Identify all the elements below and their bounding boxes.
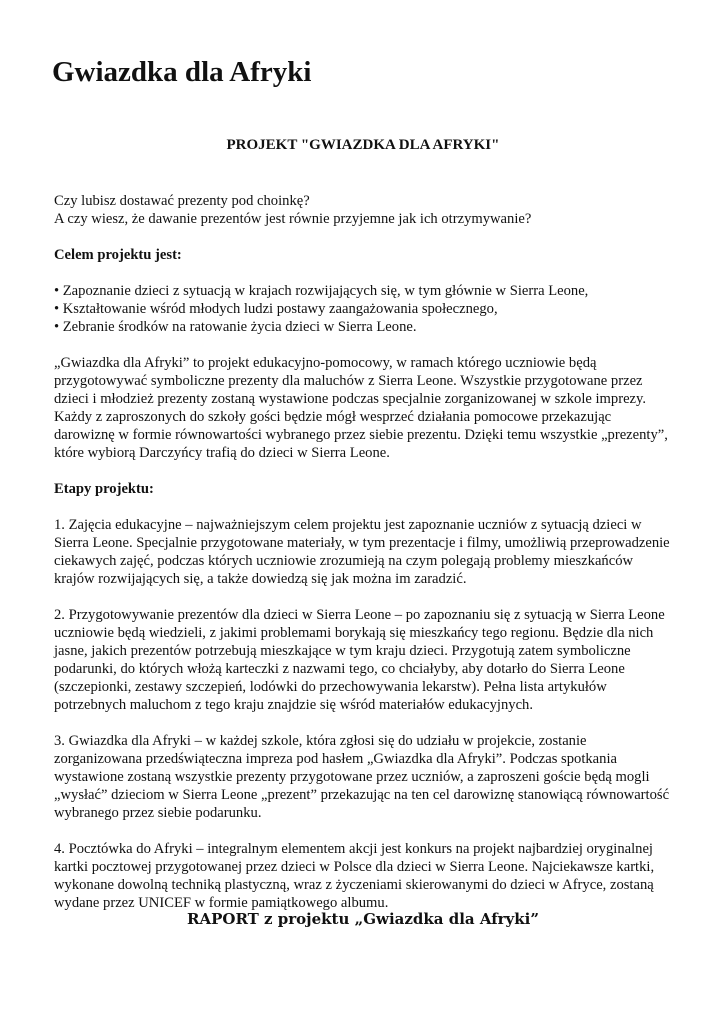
- report-heading: RAPORT z projektu „Gwiazdka dla Afryki”: [187, 910, 539, 928]
- stage-paragraph: 1. Zajęcia edukacyjne – najważniejszym celem projektu jest zapoznanie uczniów z sytuacją dzieci w Sierra Leone. Specjalnie przygotowane materiały, w tym prezentacje i filmy, umożliwią przeprowadzenie ciekawych zajęć, podczas których uczniowie zrozumieją na czym polegają problemy mieszkańców krajów rozwijających się, a także dowiedzą się jak można im zaradzić.: [54, 517, 670, 587]
- project-heading: PROJEKT "GWIAZDKA DLA AFRYKI": [226, 137, 500, 153]
- stages-heading: Etapy projektu:: [54, 481, 154, 497]
- list-item: • Kształtowanie wśród młodych ludzi postawy zaangażowania społecznego,: [54, 301, 498, 317]
- stage-paragraph: 4. Pocztówka do Afryki – integralnym elementem akcji jest konkurs na projekt najbardziej oryginalnej kartki pocztowej przygotowanej przez dzieci w Polsce dla dzieci w Sierra Leone. Najciekawsze kartki, wykonane dowolną techniką plastyczną, wraz z życzeniami skierowanymi do dzieci w Afryce, zostaną wydane przez UNICEF w formie pamiątkowego albumu.: [54, 841, 655, 911]
- document-title: Gwiazdka dla Afryki: [52, 56, 312, 88]
- stage-paragraph: 2. Przygotowywanie prezentów dla dzieci w Sierra Leone – po zapoznaniu się z sytuacją w Sierra Leone uczniowie będą wiedzieli, z jakimi problemami borykają się mieszkańcy tego regionu. Będzie dla nich jasne, jakich prezentów potrzebują mieszkające w tym kraju dzieci. Przygotują zatem symboliczne podarunki, do których włożą karteczki z nazwami tego, co chciałyby, aby dotarło do Sierra Leone (szczepionki, zestawy szczepień, lodówki do przechowywania lekarstw). Pełna lista artykułów potrzebnych maluchom z tego kraju znajdzie się wśród materiałów edukacyjnych.: [54, 607, 665, 713]
- list-item: • Zapoznanie dzieci z sytuacją w krajach rozwijających się, w tym głównie w Sierra Leone,: [54, 283, 589, 299]
- description-paragraph: „Gwiazdka dla Afryki” to projekt edukacyjno-pomocowy, w ramach którego uczniowie będą przygotowywać symboliczne prezenty dla maluchów z Sierra Leone. Wszystkie przygotowane przez dzieci i młodzież prezenty zostaną wystawione podczas specjalnie zorganizowanej w szkole imprezy. Każdy z zaproszonych do szkoły gości będzie mógł wesprzeć działania pomocowe przekazując darowiznę w formie równowartości wybranego przez siebie prezentu. Dzięki temu wszystkie „prezenty”, które wybiorą Darczyńcy trafią do dzieci w Sierra Leone.: [54, 355, 668, 461]
- goals-list: [54, 282, 672, 336]
- stage-paragraph: 3. Gwiazdka dla Afryki – w każdej szkole, która zgłosi się do udziału w projekcie, zostanie zorganizowana przedświąteczna impreza pod hasłem „Gwiazdka dla Afryki”. Podczas spotkania wystawione zostaną wszystkie prezenty przygotowane przez uczniów, a zaproszeni goście będą mogli „wysłać” dzieciom w Sierra Leone „prezent” przekazując na ten cel darowiznę stanowiącą równowartość wybranego przez siebie podarunku.: [54, 733, 670, 821]
- list-item: • Zebranie środków na ratowanie życia dzieci w Sierra Leone.: [54, 319, 417, 335]
- intro-line: A czy wiesz, że dawanie prezentów jest równie przyjemne jak ich otrzymywanie?: [54, 211, 532, 227]
- intro-line: Czy lubisz dostawać prezenty pod choinkę?: [54, 193, 310, 209]
- goals-heading: Celem projektu jest:: [54, 247, 182, 263]
- intro-paragraph: [54, 192, 672, 228]
- document-content: [54, 134, 672, 930]
